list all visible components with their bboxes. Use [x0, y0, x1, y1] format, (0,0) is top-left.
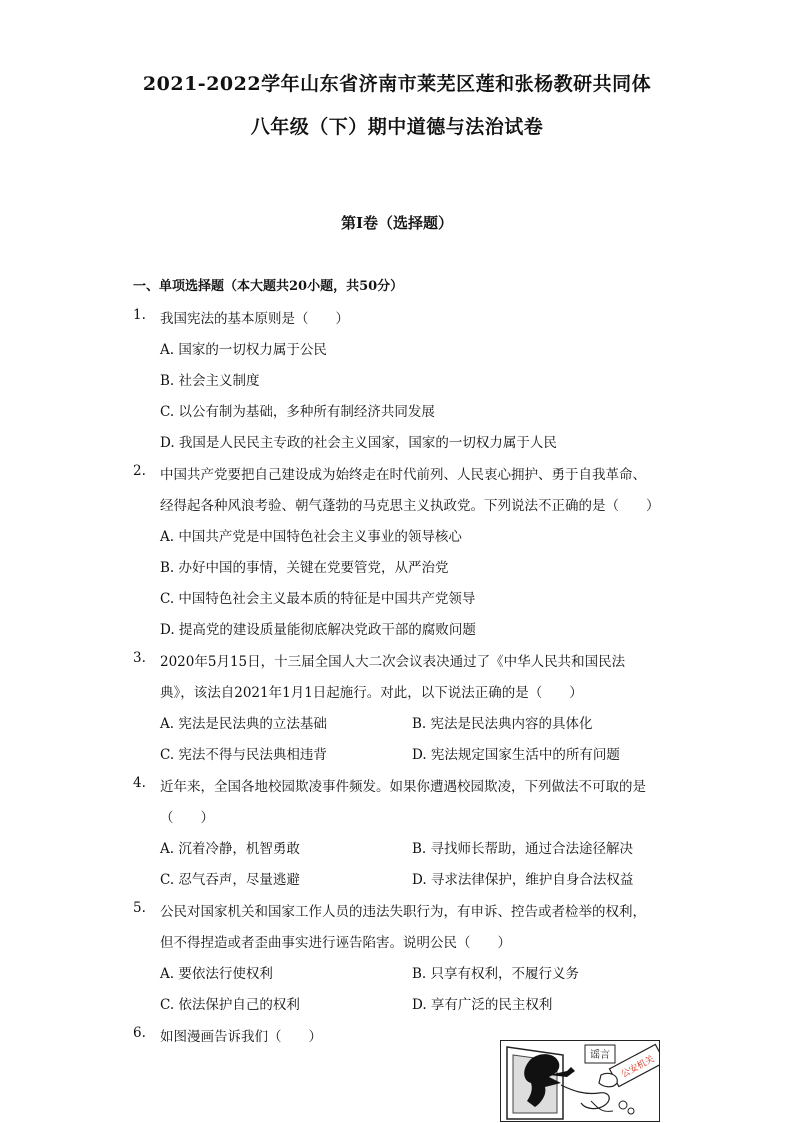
option-b: B. 宪法是民法典内容的具体化 [412, 716, 593, 732]
question-text: 但不得捏造或者歪曲事实进行诬告陷害。说明公民（ ） [160, 935, 511, 951]
police-label: 公安机关 [619, 1054, 657, 1081]
question-text: 如图漫画告诉我们（ ） [160, 1029, 322, 1045]
question-number: 2. [133, 463, 146, 479]
exam-title-line2: 八年级（下）期中道德与法治试卷 [250, 116, 544, 138]
question-text: 2020年5月15日，十三届全国人大二次会议表决通过了《中华人民共和国民法 [160, 654, 626, 670]
question-text: 近年来，全国各地校园欺凌事件频发。如果你遭遇校园欺凌，下列做法不可取的是 [160, 779, 646, 795]
question-number: 6. [133, 1025, 146, 1041]
option-b: B. 办好中国的事情，关键在党要管党，从严治党 [160, 560, 449, 576]
option-d: D. 提高党的建设质量能彻底解决党政干部的腐败问题 [160, 622, 476, 638]
option-b: B. 社会主义制度 [160, 373, 260, 389]
option-d: D. 享有广泛的民主权利 [412, 997, 553, 1013]
rumor-label: 谣言 [590, 1050, 610, 1061]
option-a: A. 国家的一切权力属于公民 [160, 342, 327, 358]
question-text: 典》，该法自2021年1月1日起施行。对此，以下说法正确的是（ ） [160, 685, 583, 701]
option-c: C. 依法保护自己的权利 [160, 997, 300, 1013]
option-a: A. 宪法是民法典的立法基础 [160, 716, 327, 732]
question-text: 经得起各种风浪考验、朝气蓬勃的马克思主义执政党。下列说法不正确的是（ ） [160, 498, 660, 514]
option-c: C. 宪法不得与民法典相违背 [160, 747, 327, 763]
question-number: 4. [133, 775, 146, 791]
option-a: A. 中国共产党是中国特色社会主义事业的领导核心 [160, 529, 462, 545]
option-d: D. 我国是人民民主专政的社会主义国家，国家的一切权力属于人民 [160, 435, 557, 451]
question-number: 1. [133, 307, 146, 323]
question-text: 中国共产党要把自己建设成为始终走在时代前列、人民衷心拥护、勇于自我革命、 [160, 467, 646, 483]
option-b: B. 寻找师长帮助，通过合法途径解决 [412, 841, 634, 857]
option-c: C. 中国特色社会主义最本质的特征是中国共产党领导 [160, 591, 476, 607]
section-heading: 第Ⅰ卷（选择题） [340, 214, 454, 232]
cartoon-drawing [501, 1041, 659, 1121]
question-text: 我国宪法的基本原则是（ ） [160, 311, 349, 327]
question-text: （ ） [160, 810, 214, 826]
option-d: D. 寻求法律保护，维护自身合法权益 [412, 872, 634, 888]
option-a: A. 沉着冷静，机智勇敢 [160, 841, 300, 857]
option-a: A. 要依法行使权利 [160, 966, 273, 982]
option-d: D. 宪法规定国家生活中的所有问题 [412, 747, 620, 763]
question-number: 5. [133, 900, 146, 916]
exam-title-line1: 2021-2022学年山东省济南市莱芜区莲和张杨教研共同体 [142, 73, 652, 95]
option-c: C. 以公有制为基础，多种所有制经济共同发展 [160, 404, 435, 420]
part-heading: 一、单项选择题（本大题共20小题，共50分） [133, 279, 404, 294]
option-b: B. 只享有权利，不履行义务 [412, 966, 580, 982]
question-number: 3. [133, 650, 146, 666]
option-c: C. 忍气吞声，尽量逃避 [160, 872, 300, 888]
cartoon-image [500, 1040, 660, 1122]
question-text: 公民对国家机关和国家工作人员的违法失职行为，有申诉、控告或者检举的权利， [160, 904, 646, 920]
